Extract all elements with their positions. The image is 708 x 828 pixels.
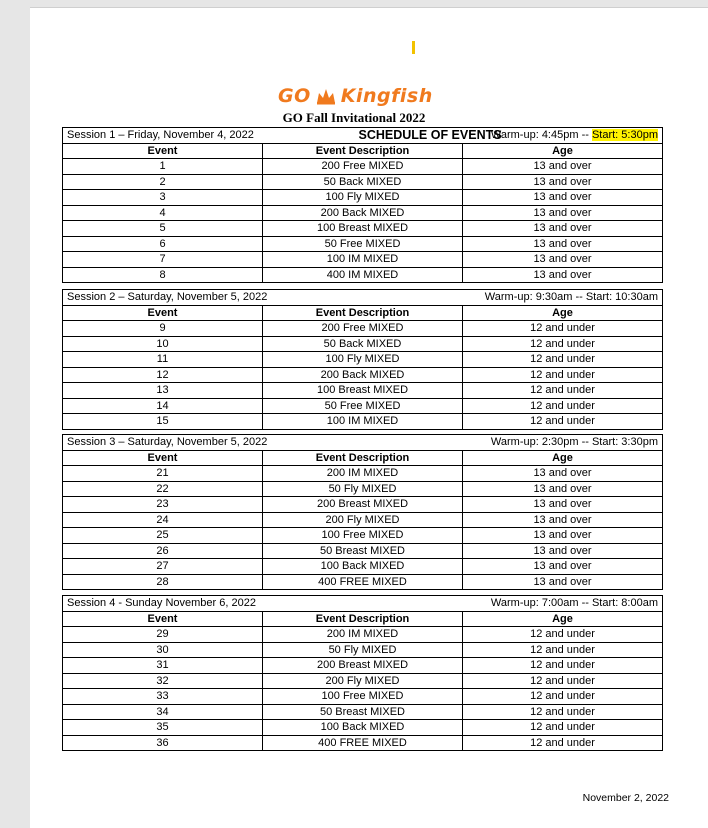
event-description: 200 Free MIXED xyxy=(263,159,463,175)
event-number: 22 xyxy=(63,481,263,497)
event-number: 27 xyxy=(63,559,263,575)
session-name: Session 3 – Saturday, November 5, 2022 xyxy=(67,436,268,449)
event-age: 12 and under xyxy=(463,658,663,674)
column-header-description: Event Description xyxy=(263,305,463,321)
event-row xyxy=(63,512,663,528)
event-description: 200 Fly MIXED xyxy=(263,512,463,528)
event-row xyxy=(63,559,663,575)
session-times: Warm-up: 9:30am -- Start: 10:30am xyxy=(484,291,658,304)
session-table-4 xyxy=(62,595,663,751)
event-description: 100 Breast MIXED xyxy=(263,221,463,237)
event-number: 6 xyxy=(63,236,263,252)
session-header xyxy=(63,596,663,612)
column-header-age: Age xyxy=(463,611,663,627)
event-description: 50 Back MIXED xyxy=(263,174,463,190)
event-description: 100 IM MIXED xyxy=(263,252,463,268)
start-time-highlight: Start: 5:30pm xyxy=(591,129,658,142)
event-age: 12 and under xyxy=(463,398,663,414)
event-row xyxy=(63,497,663,513)
event-row xyxy=(63,481,663,497)
event-description: 200 Fly MIXED xyxy=(263,673,463,689)
meet-title: GO Fall Invitational 2022 xyxy=(282,110,426,125)
event-row xyxy=(63,252,663,268)
event-age: 12 and under xyxy=(463,735,663,751)
event-age: 13 and over xyxy=(463,190,663,206)
logo-go: GO xyxy=(278,85,311,107)
column-header-event: Event xyxy=(63,611,263,627)
event-number: 30 xyxy=(63,642,263,658)
schedule-title: SCHEDULE OF EVENTS xyxy=(358,128,502,143)
event-age: 13 and over xyxy=(463,159,663,175)
event-number: 31 xyxy=(63,658,263,674)
event-row xyxy=(63,466,663,482)
event-number: 24 xyxy=(63,512,263,528)
event-row xyxy=(63,414,663,430)
event-age: 13 and over xyxy=(463,574,663,590)
event-age: 13 and over xyxy=(463,481,663,497)
event-row xyxy=(63,174,663,190)
crown-icon xyxy=(315,87,337,105)
event-number: 28 xyxy=(63,574,263,590)
session-header xyxy=(63,290,663,306)
event-age: 12 and under xyxy=(463,720,663,736)
event-number: 23 xyxy=(63,497,263,513)
session-table-2 xyxy=(62,289,663,430)
event-age: 13 and over xyxy=(463,466,663,482)
event-row xyxy=(63,689,663,705)
event-description: 50 Back MIXED xyxy=(263,336,463,352)
event-description: 200 IM MIXED xyxy=(263,466,463,482)
event-age: 12 and under xyxy=(463,367,663,383)
event-row xyxy=(63,574,663,590)
event-age: 12 and under xyxy=(463,383,663,399)
event-age: 13 and over xyxy=(463,252,663,268)
event-row xyxy=(63,159,663,175)
event-number: 8 xyxy=(63,267,263,283)
session-table-3 xyxy=(62,434,663,590)
event-description: 50 Fly MIXED xyxy=(263,481,463,497)
column-header-age: Age xyxy=(463,450,663,466)
event-row xyxy=(63,267,663,283)
event-number: 25 xyxy=(63,528,263,544)
session-times: Warm-up: 2:30pm -- Start: 3:30pm xyxy=(490,436,658,449)
column-header-age: Age xyxy=(463,305,663,321)
event-age: 13 and over xyxy=(463,543,663,559)
event-number: 34 xyxy=(63,704,263,720)
text-cursor xyxy=(412,41,415,54)
event-row xyxy=(63,236,663,252)
event-row xyxy=(63,627,663,643)
event-age: 13 and over xyxy=(463,236,663,252)
session-times xyxy=(491,128,658,142)
event-age: 12 and under xyxy=(463,704,663,720)
event-row xyxy=(63,352,663,368)
event-number: 4 xyxy=(63,205,263,221)
event-row xyxy=(63,383,663,399)
event-row xyxy=(63,704,663,720)
event-number: 7 xyxy=(63,252,263,268)
event-description: 50 Free MIXED xyxy=(263,236,463,252)
event-age: 13 and over xyxy=(463,267,663,283)
event-row xyxy=(63,658,663,674)
event-row xyxy=(63,398,663,414)
column-header-description: Event Description xyxy=(263,611,463,627)
event-row xyxy=(63,367,663,383)
event-row xyxy=(63,735,663,751)
event-number: 14 xyxy=(63,398,263,414)
event-number: 21 xyxy=(63,466,263,482)
logo-kingfish: Kingfish xyxy=(340,85,433,107)
warmup-time: Warm-up: 4:45pm -- xyxy=(490,129,592,142)
event-age: 12 and under xyxy=(463,352,663,368)
event-number: 33 xyxy=(63,689,263,705)
event-number: 1 xyxy=(63,159,263,175)
event-age: 13 and over xyxy=(463,497,663,513)
event-description: 100 Breast MIXED xyxy=(263,383,463,399)
event-description: 200 Breast MIXED xyxy=(263,497,463,513)
event-number: 29 xyxy=(63,627,263,643)
event-row xyxy=(63,190,663,206)
session-name: Session 1 – Friday, November 4, 2022 xyxy=(67,129,254,142)
footer-date: November 2, 2022 xyxy=(582,792,669,804)
event-age: 12 and under xyxy=(463,414,663,430)
logo xyxy=(278,84,460,108)
event-age: 13 and over xyxy=(463,205,663,221)
session-name: Session 2 – Saturday, November 5, 2022 xyxy=(67,291,268,304)
column-header-row xyxy=(63,611,663,627)
session-times: Warm-up: 7:00am -- Start: 8:00am xyxy=(490,597,658,610)
event-row xyxy=(63,720,663,736)
column-header-age: Age xyxy=(463,143,663,159)
column-header-event: Event xyxy=(63,143,263,159)
event-age: 13 and over xyxy=(463,221,663,237)
column-header-row xyxy=(63,305,663,321)
event-description: 100 Free MIXED xyxy=(263,689,463,705)
event-age: 12 and under xyxy=(463,673,663,689)
event-number: 5 xyxy=(63,221,263,237)
event-number: 15 xyxy=(63,414,263,430)
event-number: 36 xyxy=(63,735,263,751)
event-row xyxy=(63,321,663,337)
event-number: 2 xyxy=(63,174,263,190)
event-description: 100 IM MIXED xyxy=(263,414,463,430)
column-header-event: Event xyxy=(63,450,263,466)
event-row xyxy=(63,528,663,544)
event-description: 100 Fly MIXED xyxy=(263,352,463,368)
column-header-row xyxy=(63,450,663,466)
event-description: 200 Back MIXED xyxy=(263,367,463,383)
event-description: 400 FREE MIXED xyxy=(263,735,463,751)
event-number: 32 xyxy=(63,673,263,689)
session-name: Session 4 - Sunday November 6, 2022 xyxy=(67,597,256,610)
event-number: 35 xyxy=(63,720,263,736)
column-header-row xyxy=(63,143,663,159)
event-description: 200 Breast MIXED xyxy=(263,658,463,674)
event-age: 13 and over xyxy=(463,559,663,575)
event-row xyxy=(63,336,663,352)
event-description: 50 Free MIXED xyxy=(263,398,463,414)
event-age: 12 and under xyxy=(463,627,663,643)
session-header xyxy=(63,128,663,144)
event-number: 26 xyxy=(63,543,263,559)
event-age: 13 and over xyxy=(463,174,663,190)
event-number: 12 xyxy=(63,367,263,383)
event-age: 12 and under xyxy=(463,321,663,337)
event-number: 9 xyxy=(63,321,263,337)
event-row xyxy=(63,543,663,559)
event-row xyxy=(63,205,663,221)
session-header xyxy=(63,435,663,451)
event-description: 100 Fly MIXED xyxy=(263,190,463,206)
event-age: 12 and under xyxy=(463,336,663,352)
event-description: 200 Free MIXED xyxy=(263,321,463,337)
session-table-1 xyxy=(62,127,663,283)
event-row xyxy=(63,221,663,237)
event-age: 12 and under xyxy=(463,642,663,658)
event-description: 400 FREE MIXED xyxy=(263,574,463,590)
event-description: 400 IM MIXED xyxy=(263,267,463,283)
event-description: 50 Breast MIXED xyxy=(263,704,463,720)
event-description: 100 Back MIXED xyxy=(263,559,463,575)
event-number: 10 xyxy=(63,336,263,352)
event-description: 100 Back MIXED xyxy=(263,720,463,736)
event-age: 12 and under xyxy=(463,689,663,705)
event-description: 100 Free MIXED xyxy=(263,528,463,544)
event-row xyxy=(63,673,663,689)
event-number: 3 xyxy=(63,190,263,206)
event-description: 200 IM MIXED xyxy=(263,627,463,643)
event-description: 50 Fly MIXED xyxy=(263,642,463,658)
event-number: 13 xyxy=(63,383,263,399)
event-description: 50 Breast MIXED xyxy=(263,543,463,559)
column-header-description: Event Description xyxy=(263,143,463,159)
event-age: 13 and over xyxy=(463,528,663,544)
event-number: 11 xyxy=(63,352,263,368)
column-header-event: Event xyxy=(63,305,263,321)
event-row xyxy=(63,642,663,658)
event-age: 13 and over xyxy=(463,512,663,528)
event-description: 200 Back MIXED xyxy=(263,205,463,221)
column-header-description: Event Description xyxy=(263,450,463,466)
